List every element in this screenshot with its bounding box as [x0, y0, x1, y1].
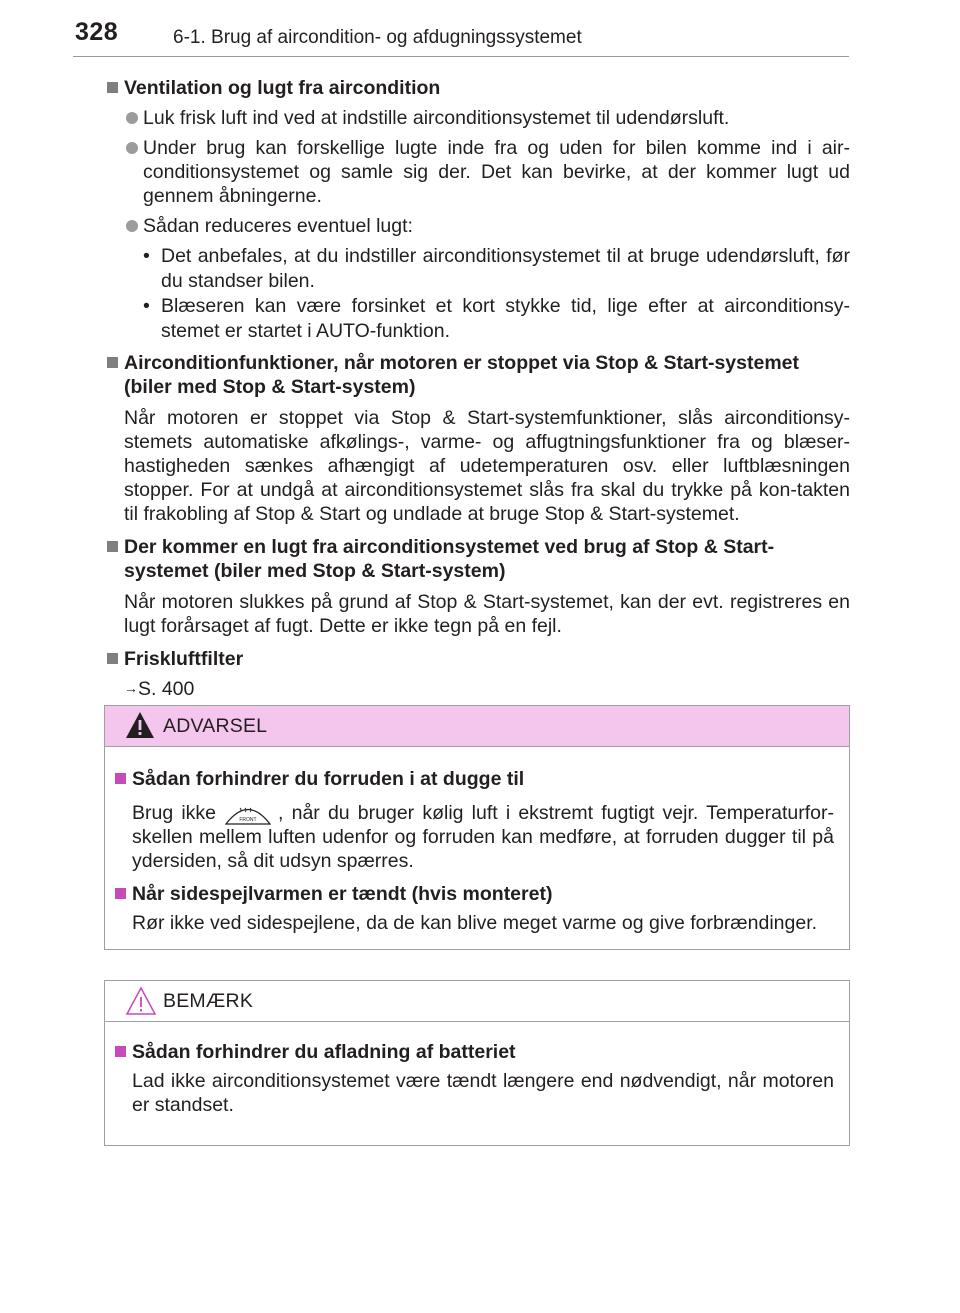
bullet-item: Sådan reduceres eventuel lugt:: [124, 214, 850, 238]
svg-text:FRONT: FRONT: [239, 817, 257, 823]
sub-bullet-item: • Blæseren kan være forsinket et kort stykke tid, lige efter at airconditionsy-stemet er startet i AUTO-funktion.: [143, 295, 850, 342]
warning-box: [104, 705, 850, 950]
section-text-stopstart: Når motoren er stoppet via Stop & Start-systemfunktioner, slås airconditionsy-stemets automatiske afkølings-, varme- og affugtningsfunktioner fra og blæser-hastigheden sænkes afhængigt af udetemperaturen osv. eller luftblæsningen stopper. For at undgå at airconditionsystemet slås fra skal du trykke på kon-takten til frakobling af Stop & Start og undlade at bruge Stop & Start-systemet.: [124, 407, 850, 525]
bullet-item: Under brug kan forskellige lugte inde fra og uden for bilen komme ind i air-conditionsystemet og samle sig der. Det kan bevirke, at der kommer lugt ud gennem åbningerne.: [124, 136, 850, 208]
notice-text-battery: Lad ikke airconditionsystemet være tændt længere end nødvendigt, når motoren er standset.: [132, 1070, 834, 1116]
warning-box-header: [105, 706, 849, 747]
page-number: 328: [75, 18, 119, 46]
heading-square-icon: [115, 773, 126, 784]
bullet-dot-icon: [126, 220, 138, 232]
warning-text-fog: Brug ikke FRONT , når du bruger kølig luft i ekstremt fugtigt vejr. Temperaturfor-skellen mellem luften udenfor og forruden kan medføre, at forruden dugger til på ydersiden, så dit udsyn spærres.: [132, 802, 834, 872]
header-divider: [73, 56, 849, 57]
heading-square-icon: [107, 82, 118, 93]
front-defroster-button-icon: [224, 801, 272, 825]
sub-bullet-mark: •: [143, 295, 150, 317]
caution-triangle-icon: [124, 985, 158, 1017]
notice-box-title: BEMÆRK: [163, 990, 254, 1012]
heading-square-icon: [107, 653, 118, 664]
page-header: [0, 0, 960, 60]
sub-bullet-mark: •: [143, 245, 150, 267]
warning-heading-fog: Sådan forhindrer du forruden i at dugge til: [114, 767, 834, 791]
heading-square-icon: [107, 357, 118, 368]
section-heading-stopstart: Airconditionfunktioner, når motoren er stoppet via Stop & Start-systemet (biler med Stop & Start-system): [106, 351, 850, 399]
warning-box-title: ADVARSEL: [163, 715, 268, 737]
warning-triangle-icon: [124, 710, 156, 740]
notice-box-header: [105, 981, 849, 1022]
heading-square-icon: [115, 888, 126, 899]
warning-heading-mirror: Når sidespejlvarmen er tændt (hvis monteret): [114, 882, 834, 906]
bullet-dot-icon: [126, 112, 138, 124]
chapter-title: 6-1. Brug af aircondition- og afdugningssystemet: [173, 27, 582, 48]
bullet-item: Luk frisk luft ind ved at indstille airconditionsystemet til udendørsluft.: [124, 106, 850, 130]
page-reference-link[interactable]: →S. 400: [124, 678, 195, 700]
bullet-dot-icon: [126, 142, 138, 154]
notice-box-body: [105, 1022, 849, 1145]
heading-square-icon: [107, 541, 118, 552]
sub-bullet-item: • Det anbefales, at du indstiller airconditionsystemet til at bruge udendørsluft, før du standser bilen.: [143, 245, 850, 292]
section-text-smell: Når motoren slukkes på grund af Stop & Start-systemet, kan der evt. registreres en lugt forårsaget af fugt. Dette er ikke tegn på en fejl.: [124, 591, 850, 637]
notice-heading-battery: Sådan forhindrer du afladning af batteriet: [114, 1040, 834, 1064]
warning-box-body: [105, 747, 849, 949]
section-heading-ventilation: Ventilation og lugt fra aircondition: [106, 76, 850, 100]
heading-square-icon: [115, 1046, 126, 1057]
main-content: [106, 70, 850, 701]
section-heading-smell: Der kommer en lugt fra airconditionsystemet ved brug af Stop & Start-systemet (biler med Stop & Start-system): [106, 535, 850, 583]
warning-text-mirror: Rør ikke ved sidespejlene, da de kan blive meget varme og give forbrændinger.: [132, 912, 818, 934]
section-heading-filter: Friskluftfilter: [106, 647, 850, 671]
arrow-right-icon: →: [124, 680, 138, 696]
notice-box: [104, 980, 850, 1146]
